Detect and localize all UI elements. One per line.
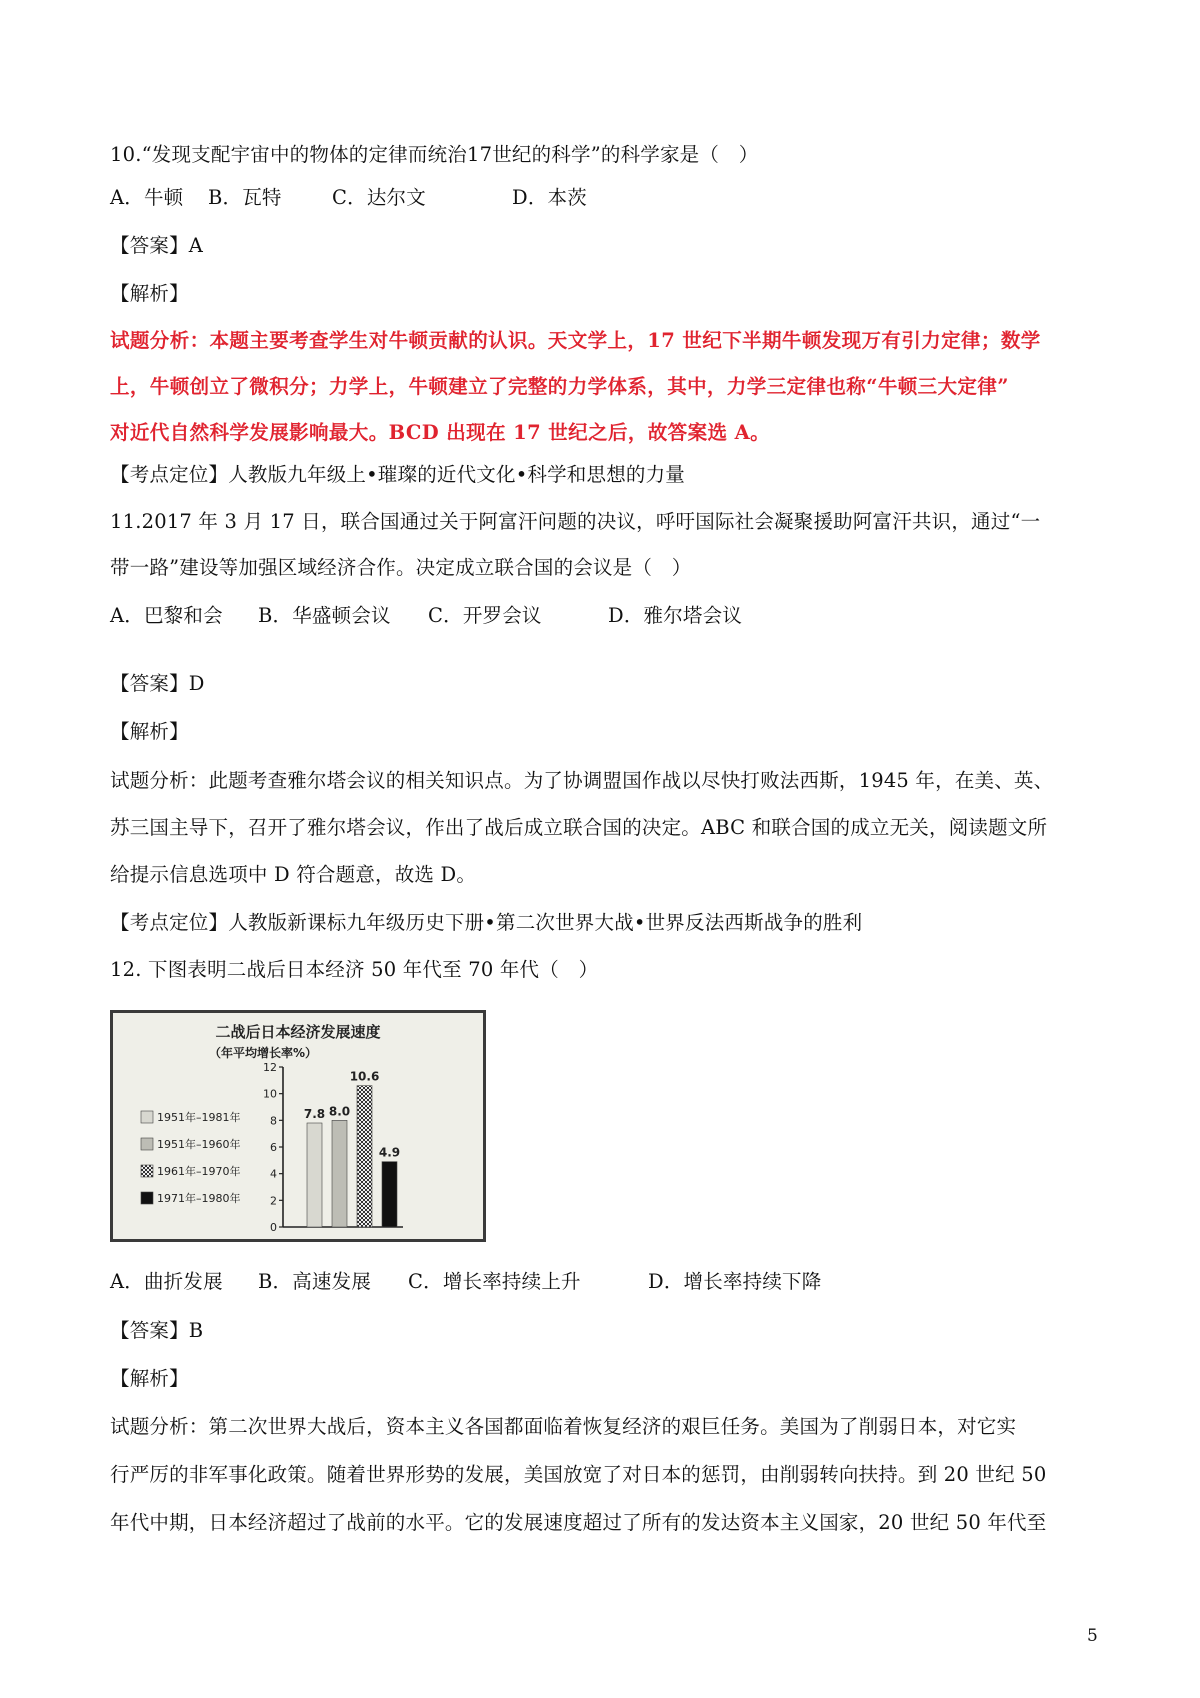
bar [332,1120,347,1227]
legend-label: 1971年–1980年 [157,1192,241,1205]
bar [357,1086,372,1227]
y-tick-label: 10 [263,1087,277,1101]
q12-option-c: C．增长率持续上升 [408,1270,581,1293]
q11-option-c: C．开罗会议 [428,604,542,627]
page-number: 5 [1087,1626,1098,1646]
q11-answer: 【答案】D [110,672,205,695]
legend-label: 1951年–1981年 [157,1111,241,1124]
q12-analysis-line-2: 行严厉的非军事化政策。随着世界形势的发展，美国放宽了对日本的惩罚，由削弱转向扶持。到 20 世纪 50 [110,1463,1047,1486]
chart-svg [113,1013,483,1239]
q12-option-a: A．曲折发展 [110,1270,223,1293]
q12-option-d: D．增长率持续下降 [648,1270,822,1293]
bar [307,1123,322,1227]
q10-option-d: D．本茨 [512,186,587,209]
q10-option-c: C．达尔文 [332,186,426,209]
q11-option-b: B．华盛顿会议 [258,604,391,627]
legend-swatch [141,1165,153,1177]
q10-kaodian: 【考点定位】人教版九年级上•璀璨的近代文化•科学和思想的力量 [110,463,686,486]
q12-analysis-line-1: 试题分析：第二次世界大战后，资本主义各国都面临着恢复经济的艰巨任务。美国为了削弱日本，对它实 [110,1415,1017,1438]
chart-title: 二战后日本经济发展速度 [215,1023,381,1041]
legend-swatch [141,1192,153,1204]
y-tick-label: 4 [270,1167,277,1181]
y-tick-label: 2 [270,1194,277,1208]
bar-data-label: 10.6 [349,1069,380,1084]
q11-kaodian: 【考点定位】人教版新课标九年级历史下册•第二次世界大战•世界反法西斯战争的胜利 [110,911,863,934]
q11-stem-line-2: 带一路”建设等加强区域经济合作。决定成立联合国的会议是（ ） [110,556,692,579]
q10-option-a: A．牛顿 [110,186,184,209]
q11-options [110,601,742,631]
q11-analysis-line-1: 试题分析：此题考查雅尔塔会议的相关知识点。为了协调盟国作战以尽快打败法西斯，1945 年，在美、英、 [110,769,1054,792]
q10-answer: 【答案】A [110,234,204,257]
q11-option-a: A．巴黎和会 [110,604,223,627]
q11-stem-line-1: 11.2017 年 3 月 17 日，联合国通过关于阿富汗问题的决议，呼吁国际社会凝聚援助阿富汗共识，通过“一 [110,510,1041,533]
japan-economy-bar-chart [110,1010,486,1242]
legend-swatch [141,1111,153,1123]
bar [382,1162,397,1227]
y-tick-label: 0 [270,1221,277,1234]
q12-option-b: B．高速发展 [258,1270,372,1293]
q10-options [110,183,587,213]
q10-analysis-line-2: 上，牛顿创立了微积分；力学上，牛顿建立了完整的力学体系，其中，力学三定律也称“牛顿三大定律” [110,375,1009,398]
legend-label: 1961年–1970年 [157,1165,241,1178]
q11-analysis-line-2: 苏三国主导下，召开了雅尔塔会议，作出了战后成立联合国的决定。ABC 和联合国的成立无关，阅读题文所 [110,816,1048,839]
q10-stem: 10.“发现支配宇宙中的物体的定律而统治17世纪的科学”的科学家是（ ） [110,143,759,166]
q12-analysis-line-3: 年代中期，日本经济超过了战前的水平。它的发展速度超过了所有的发达资本主义国家，20 世纪 50 年代至 [110,1511,1047,1534]
q12-stem: 12. 下图表明二战后日本经济 50 年代至 70 年代（ ） [110,958,599,981]
q10-option-b: B．瓦特 [208,186,282,209]
legend-label: 1951年–1960年 [157,1138,241,1151]
q11-analysis-line-3: 给提示信息选项中 D 符合题意，故选 D。 [110,863,477,886]
y-tick-label: 12 [263,1061,277,1074]
y-tick-label: 6 [270,1141,277,1154]
q11-option-d: D．雅尔塔会议 [608,604,743,627]
q10-analysis-line-3: 对近代自然科学发展影响最大。BCD 出现在 17 世纪之后，故答案选 A。 [110,421,770,444]
q12-answer: 【答案】B [110,1319,204,1342]
q12-analysis-label: 【解析】 [110,1367,189,1390]
q11-analysis-label: 【解析】 [110,720,189,743]
bar-data-label: 4.9 [378,1145,401,1160]
chart-subtitle: （年平均增长率%） [208,1046,318,1060]
legend-swatch [141,1138,153,1150]
bar-data-label: 7.8 [303,1107,326,1121]
q10-analysis-label: 【解析】 [110,282,189,305]
bar-data-label: 8.0 [328,1104,351,1119]
q10-analysis-line-1: 试题分析：本题主要考查学生对牛顿贡献的认识。天文学上，17 世纪下半期牛顿发现万有引力定律；数学 [110,329,1041,352]
y-tick-label: 8 [270,1114,277,1128]
q12-options [110,1267,821,1297]
